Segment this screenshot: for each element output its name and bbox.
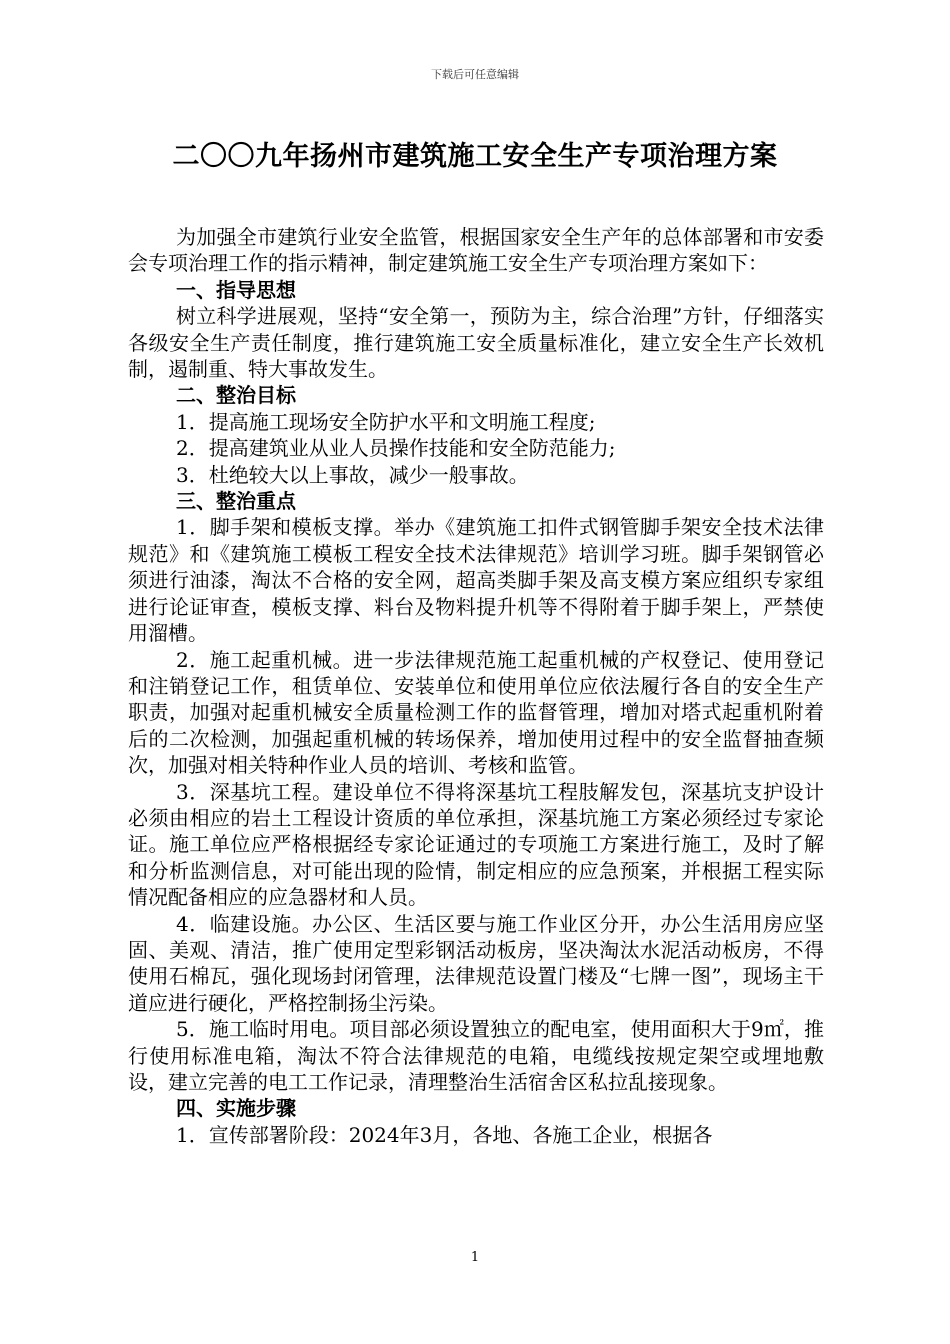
paragraph: 1．宣传部署阶段：2024年3月，各地、各施工企业，根据各 [176, 1122, 713, 1147]
section-heading-steps: 四、实施步骤 [176, 1096, 296, 1121]
paragraph: 1．脚手架和模板支撑。举办《建筑施工扣件式钢管脚手架安全技术法律规范》和《建筑施工模板工程安全技术法律规范》培训学习班。脚手架钢管必须进行油漆，淘汰不合格的安全网，超高类脚手架及高支模方案应组织专家组进行论证审查，模板支撑、料台及物料提升机等不得附着于脚手架上，严禁使用溜槽。 [128, 515, 824, 646]
intro-paragraph: 为加强全市建筑行业安全监管，根据国家安全生产年的总体部署和市安委会专项治理工作的指示精神，制定建筑施工安全生产专项治理方案如下： [128, 225, 824, 276]
list-item: 2．提高建筑业从业人员操作技能和安全防范能力; [176, 436, 616, 461]
document-body [128, 224, 824, 1148]
header-note: 下载后可任意编辑 [431, 68, 519, 81]
paragraph: 树立科学进展观，坚持“安全第一，预防为主，综合治理”方针，仔细落实各级安全生产责任制度，推行建筑施工安全质量标准化，建立安全生产长效机制，遏制重、特大事故发生。 [128, 304, 824, 382]
section-heading-goals: 二、整治目标 [176, 383, 296, 408]
list-item: 1．提高施工现场安全防护水平和文明施工程度; [176, 409, 596, 434]
document-title: 二〇〇九年扬州市建筑施工安全生产专项治理方案 [172, 141, 778, 172]
section-heading-key-points: 三、整治重点 [176, 489, 296, 514]
paragraph: 3．深基坑工程。建设单位不得将深基坑工程肢解发包，深基坑支护设计必须由相应的岩土工程设计资质的单位承担，深基坑施工方案必须经过专家论证。施工单位应严格根据经专家论证通过的专项施工方案进行施工，及时了解和分析监测信息，对可能出现的险情，制定相应的应急预案，并根据工程实际情况配备相应的应急器材和人员。 [128, 779, 824, 910]
list-item: 3．杜绝较大以上事故，减少一般事故。 [176, 462, 529, 487]
paragraph: 2．施工起重机械。进一步法律规范施工起重机械的产权登记、使用登记和注销登记工作，租赁单位、安装单位和使用单位应依法履行各自的安全生产职责，加强对起重机械安全质量检测工作的监督管理，增加对塔式起重机附着后的二次检测，加强起重机械的转场保养，增加使用过程中的安全监督抽查频次，加强对相关特种作业人员的培训、考核和监管。 [128, 647, 824, 778]
section-heading-guiding-ideology: 一、指导思想 [176, 277, 296, 302]
paragraph: 4．临建设施。办公区、生活区要与施工作业区分开，办公生活用房应坚固、美观、清洁，推广使用定型彩钢活动板房，坚决淘汰水泥活动板房，不得使用石棉瓦，强化现场封闭管理，法律规范设置门楼及“七牌一图”，现场主干道应进行硬化，严格控制扬尘污染。 [128, 911, 824, 1015]
page-number: 1 [470, 1250, 480, 1265]
paragraph: 5．施工临时用电。项目部必须设置独立的配电室，使用面积大于9㎡，推行使用标准电箱，淘汰不符合法律规范的电箱，电缆线按规定架空或埋地敷设，建立完善的电工工作记录，清理整治生活宿舍区私拉乱接现象。 [128, 1017, 824, 1094]
